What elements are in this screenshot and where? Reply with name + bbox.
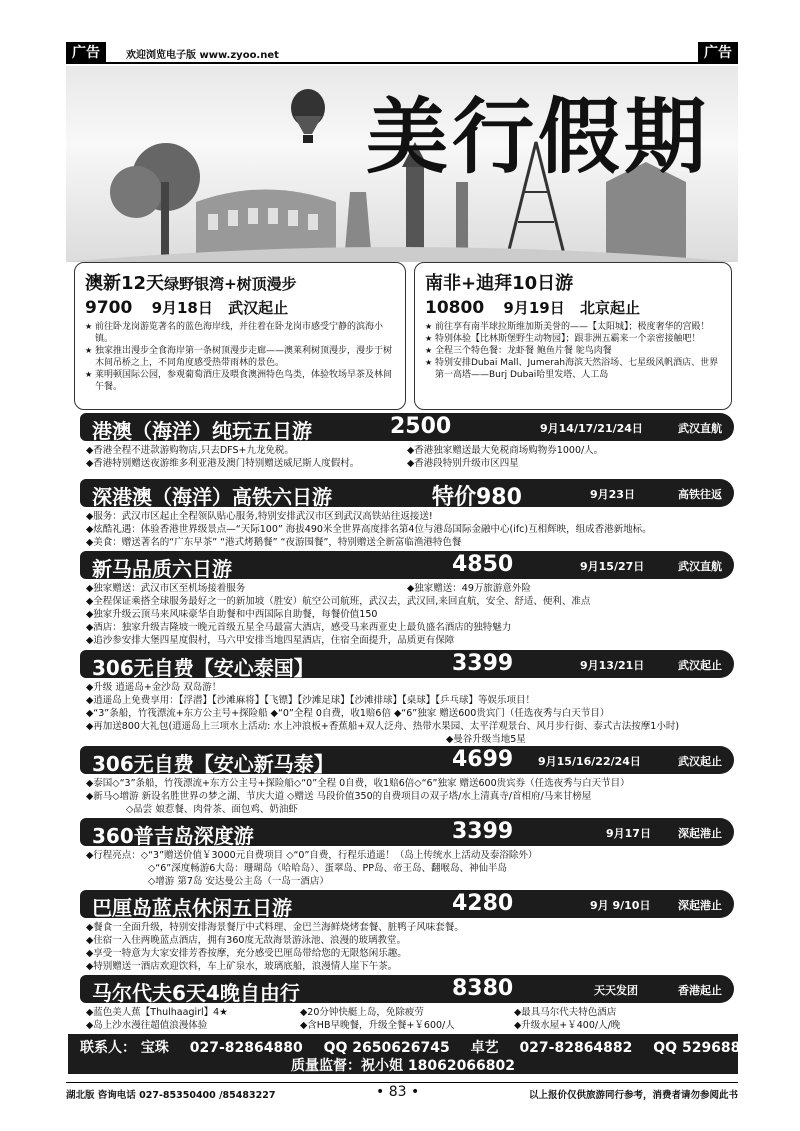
tour-details: [80, 507, 734, 549]
tour-box-south-africa-dubai[interactable]: [414, 262, 732, 410]
detail-line: ◇品尝 娘惹餐、肉骨茶、面包鸡、奶油虾: [126, 804, 298, 815]
detail-line: ◆特别赠送一酒店欢迎饮料，车上矿泉水，玻璃底船，浪漫情人崖下午茶。: [86, 961, 398, 972]
box-title: 南非+迪拜10日游: [425, 273, 574, 294]
list-item: ★ 特别安排Dubai Mall、Jumerah海滨天然浴场、七星级风帆酒店、世界第一高塔——Burj Dubai哈里发塔、人工岛: [425, 357, 721, 381]
ad-tag-left: 广告: [66, 42, 106, 64]
detail-line: ◆独家赠送：武汉市区至机场接着服务: [86, 583, 246, 594]
tour-price: 4850: [452, 552, 514, 577]
tour-section-sg-my-th[interactable]: [80, 746, 734, 816]
detail-line: ◆20分钟快艇上岛，免除疲劳: [300, 1007, 424, 1018]
list-item: ★ 前往享有南半球拉斯维加斯美誉的——【太阳城】；极度奢华的宫殿！: [425, 321, 721, 333]
tour-date: 9月15/16/22/24日: [538, 755, 641, 768]
tour-depart: 深起港止: [678, 827, 722, 840]
tour-price: 2500: [390, 414, 452, 439]
detail-line: ◆追沙参安排大堡四星度假村，马六甲安排当地四星酒店，住宿全面提升，品质更有保障: [86, 635, 455, 646]
tour-price: 4699: [452, 747, 514, 772]
tour-bar: [80, 650, 734, 678]
tour-date: 9月15/27日: [580, 560, 645, 573]
tour-price: 3399: [452, 651, 514, 676]
list-item: ★ 莱明顿国际公园，参观葡萄酒庄及喂食澳洲特色鸟类，体验牧场早茶及林间午餐。: [85, 369, 395, 393]
box-date: 9月19日: [503, 299, 565, 317]
tour-price: 特价980: [432, 485, 522, 510]
tour-title: 新马品质六日游: [92, 557, 232, 581]
detail-line: ◆逍遥岛上免费享用：【浮潜】【沙滩麻将】【飞镖】【沙滩足球】【沙滩排球】【桌球】【乒乓球】等娱乐项目！: [86, 695, 536, 706]
detail-line: ◆酒店：独家升级吉隆坡一晚元首级五星全马最富大酒店，感受马来西亚史上最负盛名酒店的独特魅力: [86, 622, 512, 633]
brand-title: 美行假期: [365, 89, 710, 185]
contact-name-1: 宝珠: [140, 1040, 169, 1056]
quality-supervision: 质量监督：祝小姐 18062066802: [290, 1058, 516, 1074]
detail-line: ◆“3”条船，竹筏漂流+东方公主号+探险船 ◆“0”全程 0自费，收1赔6倍 ◆“6”独家 赠送600贵宾门（任选夜秀与白天节目）: [86, 708, 610, 719]
detail-line: ◆独家升级云顶马来风味豪华自助餐和中西国际自助餐，每餐价值150: [86, 609, 378, 620]
list-item: ★ 全程三个特色餐：龙虾餐 鲍鱼片餐 鸵鸟肉餐: [425, 345, 721, 357]
detail-line: ◆行程亮点：◇“3”赠送价值￥3000元自费项目 ◇“0”自费，行程乐逍遥！（岛上传统水上活动及泰浴除外）: [86, 850, 538, 861]
detail-line: ◆新马◇增游 新设名胜世界の梦之湖、节庆大道 ◇赠送 马段价值350的自费项目の双子塔/水上清真寺/首相府/马来甘榜屋: [86, 791, 592, 802]
footer-disclaimer: 以上报价仅供旅游同行参考，消费者请勿参阅此书: [528, 1090, 738, 1101]
box-price: 9700: [85, 298, 133, 318]
tour-bar: [80, 818, 734, 846]
box-subtitle: 绿野银湾+树顶漫步: [164, 275, 297, 293]
box-title-main: 澳新12天: [85, 273, 165, 294]
contact-bar: [68, 1034, 770, 1074]
tour-details: [80, 774, 734, 816]
tour-price: 4280: [452, 891, 514, 916]
detail-line: ◆香港特别赠送夜游维多利亚港及澳门特别赠送威尼斯人度假村。: [86, 458, 360, 469]
site-url[interactable]: 欢迎浏览电子版 www.zyoo.net: [126, 50, 279, 61]
tour-date: 9月 9/10日: [590, 899, 651, 912]
detail-line: ◆全程保证乘搭全球服务最好之一的新加坡（胜安）航空公司航班，武汉去，武汉回,来回直航，安全、舒适、便利、准点: [86, 596, 591, 607]
tour-depart: 武汉直航: [678, 560, 722, 573]
tour-details: [80, 918, 734, 973]
box-price-line: [425, 297, 721, 318]
tour-title: 港澳（海洋）纯玩五日游: [92, 419, 312, 443]
tour-title: 巴厘岛蓝点休闲五日游: [92, 896, 292, 920]
page-footer: [66, 1082, 738, 1100]
tour-depart: 高铁往返: [678, 488, 722, 501]
tour-bar: [80, 413, 734, 441]
box-price: 10800: [425, 298, 485, 318]
detail-line: ◆香港全程不进款游购物店,只去DFS+九龙免税。: [86, 445, 294, 456]
box-depart: 北京起止: [579, 299, 640, 317]
tour-price: 3399: [452, 819, 514, 844]
tour-section-phuket[interactable]: [80, 818, 734, 888]
detail-line: ◆泰国◇“3”条船，竹筏漂流+东方公主号+探险船◇“0”全程 0自费，收1赔6倍◇“6”独家 赠送600贵宾券（任选夜秀与白天节目）: [86, 778, 630, 789]
tour-price: 8380: [452, 976, 514, 1001]
tour-date: 9月14/17/21/24日: [540, 422, 643, 435]
box-price-line: [85, 297, 395, 318]
box-bullets: [425, 321, 721, 381]
tour-box-australia-nz[interactable]: [74, 262, 406, 410]
detail-line: ◆曼谷升级当地5星: [446, 734, 526, 745]
tour-date: 9月17日: [606, 827, 651, 840]
tour-section-hk-macau[interactable]: [80, 413, 734, 470]
tour-title: 360普吉岛深度游: [92, 824, 254, 848]
tour-title: 深港澳（海洋）高铁六日游: [92, 485, 332, 509]
tour-title: 306无自费【安心泰国】: [92, 656, 314, 680]
contact-label: 联系人：: [80, 1040, 136, 1056]
detail-line: ◆享受一特意为大家安排芳香按摩，充分感受巴厘岛带给您的无限悠闲乐趣。: [86, 948, 407, 959]
ad-tag-right: 广告: [698, 42, 738, 64]
detail-line: ◆香港段特别升级市区四星: [407, 458, 519, 469]
detail-line: ◆岛上沙水漫往超值浪漫体验: [86, 1020, 208, 1031]
tour-details: [80, 441, 734, 470]
detail-line: ◆蓝色美人蕉【Thulhaagirl】4★: [86, 1007, 228, 1018]
tour-section-sz-hk-macau-rail[interactable]: [80, 479, 734, 549]
tour-depart: 武汉起止: [678, 755, 722, 768]
detail-row: [86, 582, 728, 595]
tour-bar: [80, 479, 734, 510]
box-date: 9月18日: [151, 299, 213, 317]
page-number: • 83 •: [376, 1084, 420, 1100]
tour-bar: [80, 551, 734, 579]
tour-depart: 武汉起止: [678, 659, 722, 672]
detail-line: ◆再加送800大礼包(逍遥岛上三项水上活动: 水上冲浪板+香蕉船+双人泛舟、热带水果园、太平洋观景台、风月步行街、泰式古法按摩1小时): [86, 721, 680, 732]
tour-title: 马尔代夫6天4晚自由行: [92, 981, 300, 1005]
detail-line: ◆美食：赠送著名的“广东早茶” “港式烤鹅餐” “夜游围餐”，特别赠送全新富临渔港特色餐: [86, 537, 462, 548]
detail-line: ◆最具马尔代夫特色酒店: [514, 1007, 617, 1018]
tour-bar: [80, 975, 734, 1003]
box-depart: 武汉起止: [228, 299, 289, 317]
detail-line: ◆餐食一全面升级，特别安排海景餐厅中式料理、金巴兰海鲜烧烤套餐、脏鸭子风味套餐。: [86, 922, 464, 933]
detail-line: ◇“6”深度畅游6大岛：珊瑚岛（哈哈岛）、蛋翠岛、PP岛、帝王岛、翻喉岛、神仙半岛: [148, 863, 507, 874]
top-bar: [66, 42, 738, 64]
detail-line: ◆升级 逍遥岛+金沙岛 双岛游！: [86, 682, 222, 693]
tour-section-thailand[interactable]: [80, 650, 734, 746]
tour-section-sg-my[interactable]: [80, 551, 734, 647]
tour-section-bali[interactable]: [80, 890, 734, 973]
hero-banner: [66, 66, 738, 262]
contact-name-2: 卓艺: [470, 1040, 499, 1056]
tour-date: 9月23日: [590, 488, 635, 501]
tour-date: 天天发团: [594, 984, 638, 997]
detail-line: ◆含HB早晚餐，升级全餐+￥600/人: [300, 1020, 455, 1031]
tour-details: [80, 678, 734, 746]
detail-line: ◆住宿一入住两晚蓝点酒店，拥有360度无敌海景游泳池、浪漫的玻璃教堂。: [86, 935, 406, 946]
contact-qq-2[interactable]: QQ 529688709: [653, 1040, 770, 1056]
contact-row: [80, 1037, 786, 1057]
tour-depart: 武汉直航: [678, 422, 722, 435]
box-bullets: [85, 321, 395, 393]
tour-details: [80, 1003, 734, 1032]
list-item: ★ 独家推出漫步全食海岸第一条树顶漫步走廊——澳莱利树顶漫步，漫步于树木间吊桥之上，不同角度感受热带雨林的景色。: [85, 345, 395, 369]
detail-line: ◆升级水屋+￥400/人/晚: [514, 1020, 621, 1031]
detail-line: ◆独家赠送：49万旅游意外险: [407, 583, 531, 594]
contact-qq-1[interactable]: QQ 2650626745: [323, 1040, 450, 1056]
tour-date: 9月13/21日: [580, 659, 645, 672]
tour-details: [80, 579, 734, 647]
detail-line: ◆香港独家赠送最大免税商场购物券1000/人。: [407, 445, 604, 456]
tour-bar: [80, 890, 734, 918]
list-item: ★ 前往卧龙岗游览著名的蓝色海岸线，并往着在卧龙岗市感受宁静的滨海小镇。: [85, 321, 395, 345]
contact-phone-1[interactable]: 027-82864880: [189, 1040, 303, 1056]
box-title: [85, 269, 395, 295]
contact-phone-2[interactable]: 027-82864882: [519, 1040, 633, 1056]
tour-depart: 香港起止: [678, 984, 722, 997]
detail-line: ◇增游 第7岛 安达曼公主岛（一岛一酒店）: [148, 876, 329, 887]
tour-details: [80, 846, 734, 888]
footer-edition-hotline: 湖北版 咨询电话 027-85350400 /85483227: [66, 1090, 276, 1101]
tour-bar: [80, 746, 734, 774]
tour-title: 306无自费【安心新马泰】: [92, 752, 334, 776]
detail-line: ◆炫酷礼遇：体验香港世界级景点—“天际100” 海拔490米全世界高度排名第4位与港岛国际金融中心(ifc)互相辉映，组成香港新地标。: [86, 524, 652, 535]
tour-section-maldives[interactable]: [80, 975, 734, 1032]
list-item: ★ 特别体验【比林斯堡野生动物园】；跟非洲五霸来一个亲密接触吧！: [425, 333, 721, 345]
tour-depart: 深起港止: [678, 899, 722, 912]
detail-line: ◆服务：武汉市区起止全程领队贴心服务,特别安排武汉市区到武汉高铁站往返接送!: [86, 511, 433, 522]
